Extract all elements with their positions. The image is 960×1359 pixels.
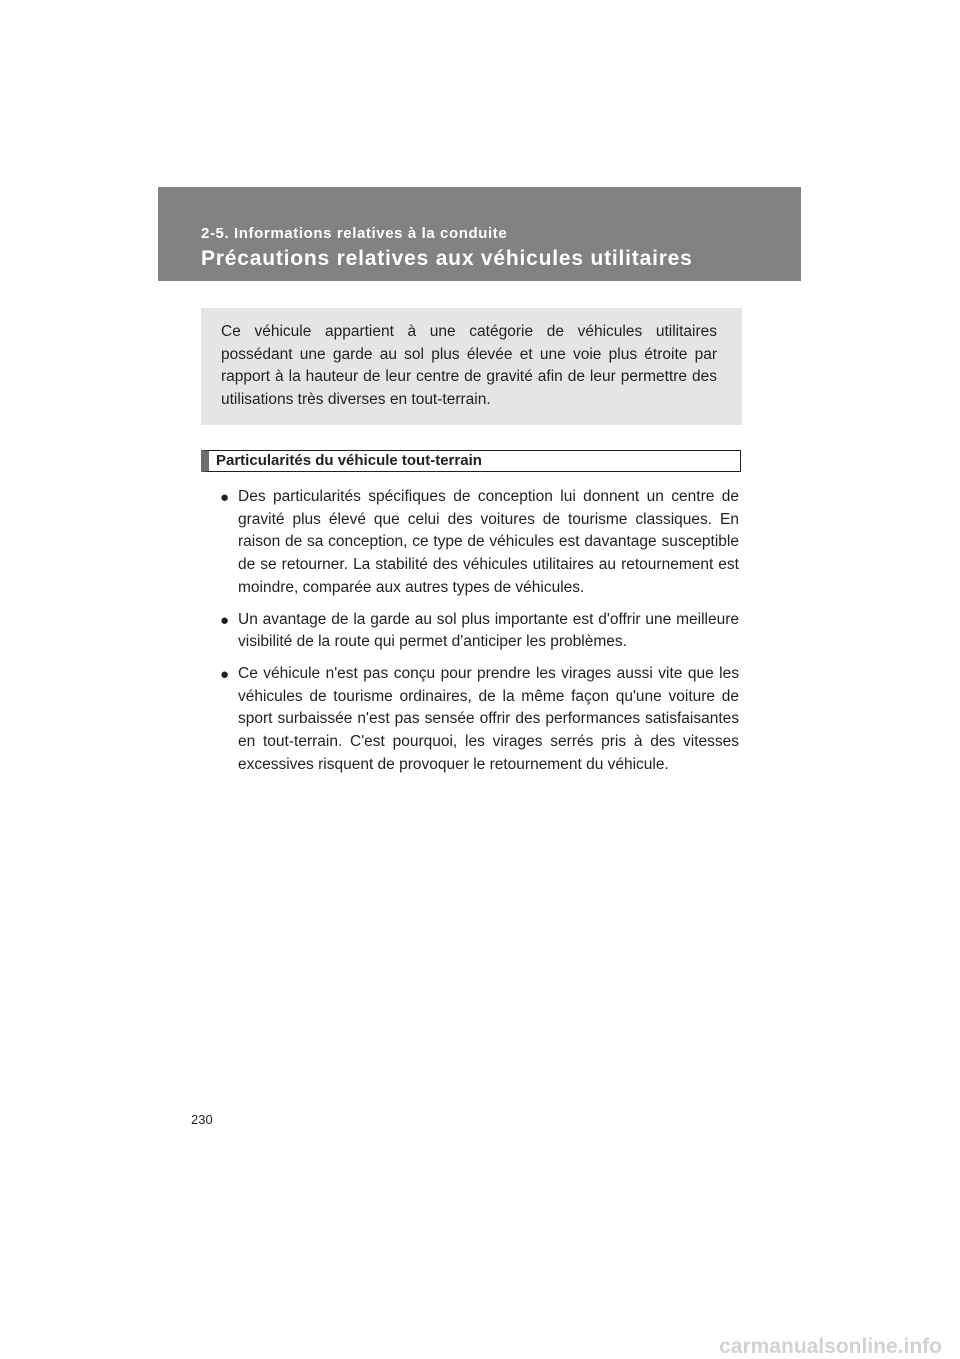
list-item <box>220 609 739 654</box>
bullet-list <box>220 486 739 785</box>
watermark: carmanualsonline.info <box>719 1335 942 1358</box>
bullet-icon: ● <box>220 611 230 629</box>
list-item <box>220 663 739 777</box>
bullet-icon: ● <box>220 665 230 683</box>
bullet-icon: ● <box>220 489 230 506</box>
page-header <box>158 187 801 281</box>
list-item <box>220 486 739 600</box>
bullet-text: Un avantage de la garde au sol plus importante est d'offrir une meilleure visibilité de la route qui permet d'anticiper les problèmes. <box>238 610 739 651</box>
page-title: Précautions relatives aux véhicules utilitaires <box>201 247 693 270</box>
bullet-text: Ce véhicule n'est pas conçu pour prendre les virages aussi vite que les véhicules de tourisme ordinaires, de la même façon qu'une voiture de sport surbaissée n'est pas sensée offrir des performances satisfaisantes en tout-terrain. C'est pourquoi, les virages serrés pris à des vitesses excessives risquent de provoquer le retournement du véhicule. <box>238 664 739 773</box>
bullet-text: Des particularités spécifiques de conception lui donnent un centre de gravité plus élevé que celui des voitures de tourisme classiques. En raison de sa conception, ce type de véhicules est davantage susceptible de se retourner. La stabilité des véhicules utilitaires au retournement est moindre, comparée aux autres types de véhicules. <box>238 488 739 596</box>
intro-box: Ce véhicule appartient à une catégorie de véhicules utilitaires possédant une garde au sol plus élevée et une voie plus étroite par rapport à la hauteur de leur centre de gravité afin de leur permettre des utilisations très diverses en tout-terrain. <box>201 308 742 425</box>
page-number: 230 <box>191 1112 213 1127</box>
section-label: 2-5. Informations relatives à la conduite <box>201 225 508 242</box>
subsection-heading: Particularités du véhicule tout-terrain <box>201 450 741 472</box>
